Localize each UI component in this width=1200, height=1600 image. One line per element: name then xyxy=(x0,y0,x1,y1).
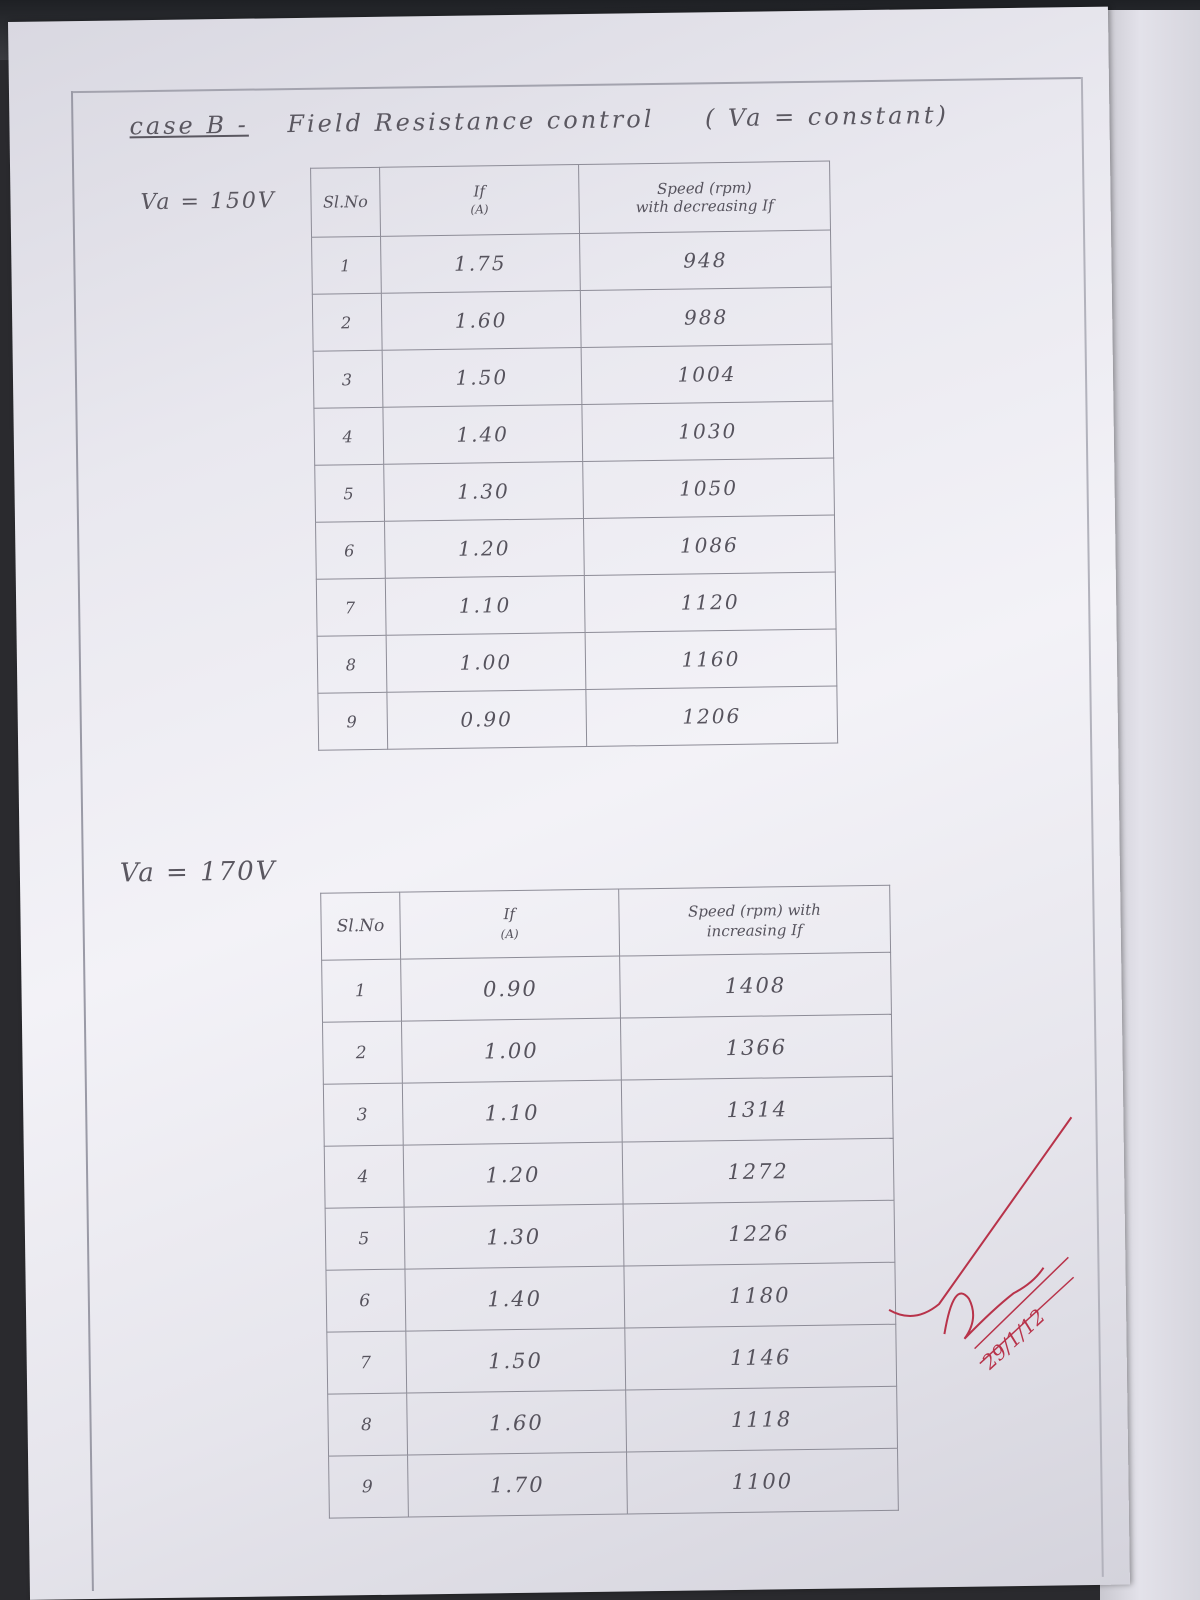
table-cell: 4 xyxy=(314,407,384,465)
table-row xyxy=(314,401,834,465)
table-row xyxy=(322,1014,892,1084)
table-cell: 1160 xyxy=(585,629,837,689)
table-row xyxy=(316,572,836,636)
table-cell: 5 xyxy=(315,464,385,522)
table-row xyxy=(322,952,892,1022)
table-cell: 1.60 xyxy=(406,1390,626,1455)
col-header-speed: Speed (rpm) with increasing If xyxy=(619,885,891,956)
table-cell: 948 xyxy=(579,230,831,290)
table-cell: 1120 xyxy=(584,572,836,632)
table-cell: 1.10 xyxy=(402,1080,622,1145)
table-row xyxy=(324,1138,894,1208)
table-cell: 1206 xyxy=(586,686,838,746)
page-margin-left xyxy=(71,91,94,1591)
voltage-label-150: Va = 150V xyxy=(140,188,276,216)
col-header-speed: Speed (rpm) with decreasing If xyxy=(579,161,831,233)
table-cell: 1.40 xyxy=(405,1266,625,1331)
table-cell: 1180 xyxy=(624,1262,896,1328)
table-cell: 1366 xyxy=(620,1014,892,1080)
table-cell: 0.90 xyxy=(387,689,587,749)
table-row xyxy=(313,344,833,408)
table-cell: 6 xyxy=(326,1269,406,1332)
table-cell: 1.50 xyxy=(382,348,582,408)
table-row xyxy=(315,458,835,522)
table-cell: 1.00 xyxy=(401,1018,621,1083)
table-row xyxy=(325,1200,895,1270)
notebook-page xyxy=(8,7,1130,1600)
table-cell: 1.60 xyxy=(381,291,581,351)
table-cell: 1100 xyxy=(626,1448,898,1514)
heading-case: case B - xyxy=(129,110,249,141)
table-cell: 9 xyxy=(329,1455,409,1518)
page-heading xyxy=(129,101,949,140)
heading-title: Field Resistance control xyxy=(287,104,655,139)
table-row xyxy=(318,686,838,750)
table-cell: 1.40 xyxy=(383,405,583,465)
table-cell: 1226 xyxy=(623,1200,895,1266)
table-cell: 1.30 xyxy=(383,462,583,522)
table-cell: 1.70 xyxy=(407,1452,627,1517)
table-cell: 1 xyxy=(322,959,402,1022)
table-cell: 1.10 xyxy=(385,576,585,636)
table-cell: 6 xyxy=(316,521,386,579)
table-row xyxy=(312,230,832,294)
signature-date: 29/1/12 xyxy=(977,1304,1050,1375)
signature-tick-mark xyxy=(886,1117,1074,1316)
table-cell: 1 xyxy=(312,236,382,294)
signature-stamp xyxy=(881,1107,1095,1390)
table-cell: 1.00 xyxy=(386,633,586,693)
table-row xyxy=(326,1262,896,1332)
table-cell: 1272 xyxy=(622,1138,894,1204)
col-header-slno: Sl.No xyxy=(311,167,381,237)
table-cell: 1030 xyxy=(582,401,834,461)
table-cell: 1.20 xyxy=(403,1142,623,1207)
table-cell: 1314 xyxy=(621,1076,893,1142)
table-cell: 1.50 xyxy=(405,1328,625,1393)
table-row xyxy=(316,515,836,579)
table-150v xyxy=(310,161,838,751)
table-cell: 4 xyxy=(324,1145,404,1208)
page-margin-top xyxy=(71,77,1081,93)
table-cell: 1118 xyxy=(626,1386,898,1452)
table-cell: 1.20 xyxy=(384,519,584,579)
voltage-label-170: Va = 170V xyxy=(119,856,277,889)
table-cell: 2 xyxy=(312,293,382,351)
table-cell: 7 xyxy=(327,1331,407,1394)
table-cell: 1086 xyxy=(583,515,835,575)
table-cell: 988 xyxy=(580,287,832,347)
table-cell: 1.75 xyxy=(380,234,580,294)
table-row xyxy=(323,1076,893,1146)
table-170v xyxy=(320,885,899,1519)
table-cell: 0.90 xyxy=(400,956,620,1021)
heading-condition: ( Va = constant) xyxy=(704,100,950,133)
col-header-if: If (A) xyxy=(399,889,619,959)
table-header-row xyxy=(311,161,831,237)
table-row xyxy=(328,1386,898,1456)
table-cell: 8 xyxy=(317,635,387,693)
table-row xyxy=(327,1324,897,1394)
col-header-if: If (A) xyxy=(379,165,579,237)
table-row xyxy=(329,1448,899,1518)
table-cell: 8 xyxy=(328,1393,408,1456)
table-cell: 1146 xyxy=(625,1324,897,1390)
table-cell: 1004 xyxy=(581,344,833,404)
table-cell: 3 xyxy=(313,350,383,408)
table-cell: 7 xyxy=(316,578,386,636)
table-cell: 9 xyxy=(318,692,388,750)
table-cell: 1408 xyxy=(620,952,892,1018)
col-header-slno: Sl.No xyxy=(321,892,401,960)
table-row xyxy=(317,629,837,693)
table-cell: 1050 xyxy=(583,458,835,518)
table-header-row xyxy=(321,885,891,960)
table-row xyxy=(312,287,832,351)
table-cell: 5 xyxy=(325,1207,405,1270)
table-cell: 3 xyxy=(323,1083,403,1146)
table-cell: 1.30 xyxy=(404,1204,624,1269)
table-cell: 2 xyxy=(322,1021,402,1084)
